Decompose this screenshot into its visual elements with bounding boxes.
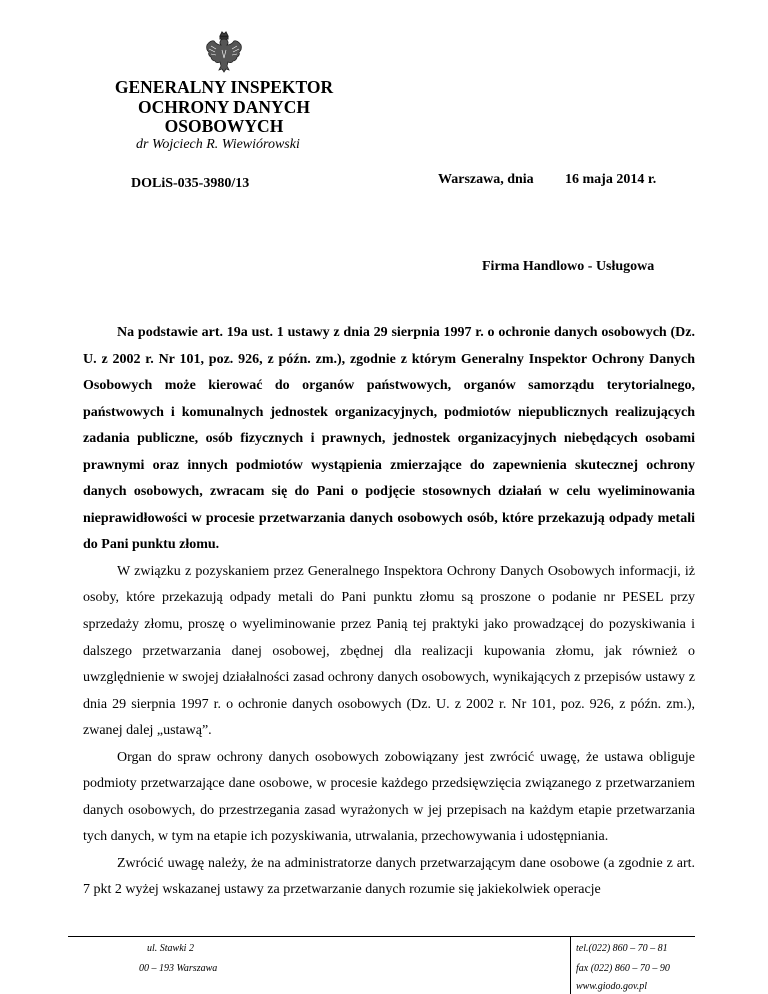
recipient: Firma Handlowo - Usługowa <box>482 259 655 274</box>
organization-name: GENERALNY INSPEKTOR OCHRONY DANYCH OSOBOWYCH <box>114 77 334 136</box>
paragraph-request: W związku z pozyskaniem przez Generalnego Inspektora Ochrony Danych Osobowych informacji, iż osoby, które przekazują odpady metali do Pani punktu złomu są proszone o podanie nr PESEL przy sprzedaży złomu, proszę o wyeliminowanie przez Panią tej praktyki jako prowadzącej do pozyskiwania i dalszego przetwarzania danej osobowej, zbędnej dla realizacji kupowania złomu, jak również o uwzględnienie w swojej działalności zasad ochrony danych osobowych, wynikających z przepisów ustawy z dnia 29 sierpnia 1997 r. o ochronie danych osobowych (Dz. U. z 2002 r. Nr 101, poz. 926, z późn. zm.), zwanej dalej „ustawą”. <box>83 563 695 739</box>
footer-city: 00 – 193 Warszawa <box>139 963 218 974</box>
paragraph-obligations: Organ do spraw ochrony danych osobowych zobowiązany jest zwrócić uwagę, że ustawa obliguje podmioty przetwarzające dane osobowe, w procesie każdego przedsięwzięcia związanego z przetwarzaniem danych osobowych, do przestrzegania zasad wyrażonych w jej przepisach na każdym etapie przetwarzania tych danych, w tym na etapie ich pozyskiwania, utrwalania, przechowywania i udostępniania. <box>83 749 695 845</box>
case-reference: DOLiS-035-3980/13 <box>131 176 250 191</box>
footer-fax: fax (022) 860 – 70 – 90 <box>576 963 670 974</box>
footer-website-link[interactable]: www.giodo.gov.pl <box>576 981 648 992</box>
place-label: Warszawa, dnia <box>438 172 534 187</box>
paragraph-administrator: Zwrócić uwagę należy, że na administratorze danych przetwarzającym dane osobowe (a zgodnie z art. 7 pkt 2 wyżej wskazanej ustawy za przetwarzanie danych rozumie się jakiekolwiek operacje <box>83 855 695 898</box>
letter-date: 16 maja 2014 r. <box>565 172 657 187</box>
paragraph-legal-basis: Na podstawie art. 19a ust. 1 ustawy z dnia 29 sierpnia 1997 r. o ochronie danych osobowych (Dz. U. z 2002 r. Nr 101, poz. 926, z późn. zm.), zgodnie z którym Generalny Inspektor Ochrony Danych Osobowych może kierować do organów państwowych, organów samorządu terytorialnego, państwowych i komunalnych jednostek organizacyjnych, podmiotów niepublicznych realizujących zadania publiczne, osób fizycznych i prawnych, jednostek organizacyjnych niebędących osobami prawnymi oraz innych podmiotów wystąpienia zmierzające do zapewnienia skutecznej ochrony danych osobowych, zwracam się do Pani o podjęcie stosownych działań w celu wyeliminowania nieprawidłowości w procesie przetwarzania danych osobowych osób, które przekazują odpady metali do Pani punktu złomu. <box>83 325 695 553</box>
footer-tel: tel.(022) 860 – 70 – 81 <box>576 943 668 954</box>
footer-vertical-divider <box>570 936 571 994</box>
polish-eagle-icon <box>203 30 245 74</box>
footer-divider <box>68 936 695 937</box>
inspector-name: dr Wojciech R. Wiewiórowski <box>136 137 300 152</box>
footer-street: ul. Stawki 2 <box>147 943 194 954</box>
letter-body <box>83 320 695 904</box>
